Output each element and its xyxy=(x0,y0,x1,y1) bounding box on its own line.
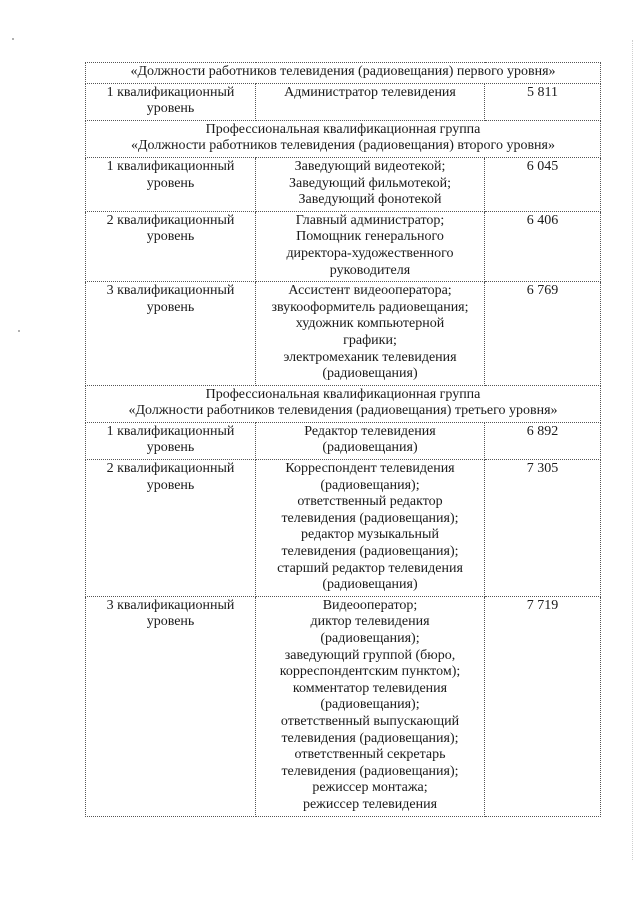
qualification-level-cell xyxy=(86,422,256,459)
group-header-row xyxy=(86,120,601,157)
position-line: директора-художественного xyxy=(286,245,454,261)
position-line: Заведующий фонотекой xyxy=(298,192,442,208)
position-cell xyxy=(256,282,485,386)
position-cell xyxy=(256,157,485,211)
salary-cell: 6 045 xyxy=(485,157,601,211)
position-line: ответственный редактор xyxy=(297,494,443,510)
position-line: заведующий группой (бюро, xyxy=(284,647,456,663)
position-line: режиссер телевидения xyxy=(302,796,438,812)
position-line: Администратор телевидения xyxy=(284,84,456,100)
salary-cell: 6 769 xyxy=(485,282,601,386)
position-line: (радиовещания) xyxy=(322,366,418,382)
position-line: телевидения (радиовещания); xyxy=(281,510,459,526)
position-line: комментатор телевидения xyxy=(292,680,448,696)
position-line: графики; xyxy=(343,332,397,348)
table-row xyxy=(86,422,601,459)
group-header-row xyxy=(86,63,601,84)
scan-edge-line xyxy=(632,40,634,860)
position-line: (радиовещания) xyxy=(322,440,418,456)
position-line: телевидения (радиовещания); xyxy=(281,730,459,746)
salary-cell: 6 892 xyxy=(485,422,601,459)
qualification-level-line: 1 квалификационный xyxy=(106,158,235,174)
group-header-line: Профессиональная квалификационная группа xyxy=(205,386,481,402)
group-header-cell xyxy=(86,385,601,422)
group-header-line: «Должности работников телевидения (радиовещания) третьего уровня» xyxy=(128,403,558,419)
position-line: (радиовещания); xyxy=(320,631,420,646)
qualification-level-line: 2 квалификационный xyxy=(106,461,235,477)
qualification-level-line: уровень xyxy=(146,614,195,630)
position-line: Редактор телевидения xyxy=(304,423,436,439)
position-line: Видеооператор; xyxy=(322,597,418,613)
position-cell xyxy=(256,422,485,459)
qualification-level-line: уровень xyxy=(146,477,195,493)
group-header-row xyxy=(86,385,601,422)
table-row xyxy=(86,83,601,120)
table-row xyxy=(86,282,601,386)
salary-cell: 7 719 xyxy=(485,596,601,816)
position-line: Заведующий фильмотекой; xyxy=(288,175,452,191)
position-line: Заведующий видеотекой; xyxy=(294,158,446,174)
qualification-level-cell xyxy=(86,596,256,816)
qualification-level-cell xyxy=(86,157,256,211)
position-line: диктор телевидения xyxy=(310,614,430,630)
position-cell xyxy=(256,460,485,597)
position-line: (радиовещания); xyxy=(320,697,420,713)
table-row xyxy=(86,157,601,211)
qualification-level-cell xyxy=(86,83,256,120)
scan-speck xyxy=(18,330,20,332)
position-line: корреспондентским пунктом); xyxy=(279,664,461,680)
salary-table-body xyxy=(86,63,601,817)
group-header-cell xyxy=(86,120,601,157)
position-line: ответственный выпускающий xyxy=(280,713,460,729)
position-line: ответственный секретарь xyxy=(294,747,446,763)
salary-cell: 6 406 xyxy=(485,211,601,281)
qualification-level-line: 3 квалификационный xyxy=(106,283,235,299)
position-cell xyxy=(256,596,485,816)
table-row xyxy=(86,460,601,597)
group-header-line: «Должности работников телевидения (радиовещания) первого уровня» xyxy=(130,64,556,79)
qualification-level-line: 3 квалификационный xyxy=(106,597,235,613)
position-line: Ассистент видеооператора; xyxy=(288,283,452,299)
position-line: (радиовещания); xyxy=(320,477,420,493)
table-row xyxy=(86,211,601,281)
qualification-level-line: 2 квалификационный xyxy=(106,212,235,228)
position-line: телевидения (радиовещания); xyxy=(281,763,459,779)
table-row xyxy=(86,596,601,816)
position-line: режиссер монтажа; xyxy=(312,780,428,796)
qualification-level-line: уровень xyxy=(146,101,195,117)
qualification-level-line: уровень xyxy=(146,440,195,456)
qualification-level-cell xyxy=(86,282,256,386)
position-line: Помощник генерального xyxy=(296,229,444,245)
qualification-level-line: уровень xyxy=(146,175,195,191)
position-line: (радиовещания) xyxy=(322,577,418,593)
position-line: электромеханик телевидения xyxy=(283,349,457,365)
qualification-level-line: уровень xyxy=(146,299,195,315)
salary-cell: 7 305 xyxy=(485,460,601,597)
position-line: старший редактор телевидения xyxy=(277,560,463,576)
scan-speck xyxy=(12,38,14,40)
position-line: Корреспондент телевидения xyxy=(285,461,455,477)
salary-table xyxy=(85,62,601,817)
position-line: редактор музыкальный xyxy=(301,527,439,543)
position-line: руководителя xyxy=(329,262,411,278)
salary-cell: 5 811 xyxy=(485,83,601,120)
qualification-level-cell xyxy=(86,211,256,281)
group-header-line: Профессиональная квалификационная группа xyxy=(205,121,481,137)
qualification-level-cell xyxy=(86,460,256,597)
position-cell xyxy=(256,211,485,281)
position-cell xyxy=(256,83,485,120)
position-line: художник компьютерной xyxy=(295,316,445,332)
position-line: телевидения (радиовещания); xyxy=(281,544,459,560)
qualification-level-line: уровень xyxy=(146,229,195,245)
group-header-line: «Должности работников телевидения (радиовещания) второго уровня» xyxy=(131,138,555,154)
qualification-level-line: 1 квалификационный xyxy=(106,84,235,100)
position-line: Главный администратор; xyxy=(295,212,445,228)
group-header-cell xyxy=(86,63,601,84)
position-line: звукооформитель радиовещания; xyxy=(271,299,469,315)
qualification-level-line: 1 квалификационный xyxy=(106,423,235,439)
